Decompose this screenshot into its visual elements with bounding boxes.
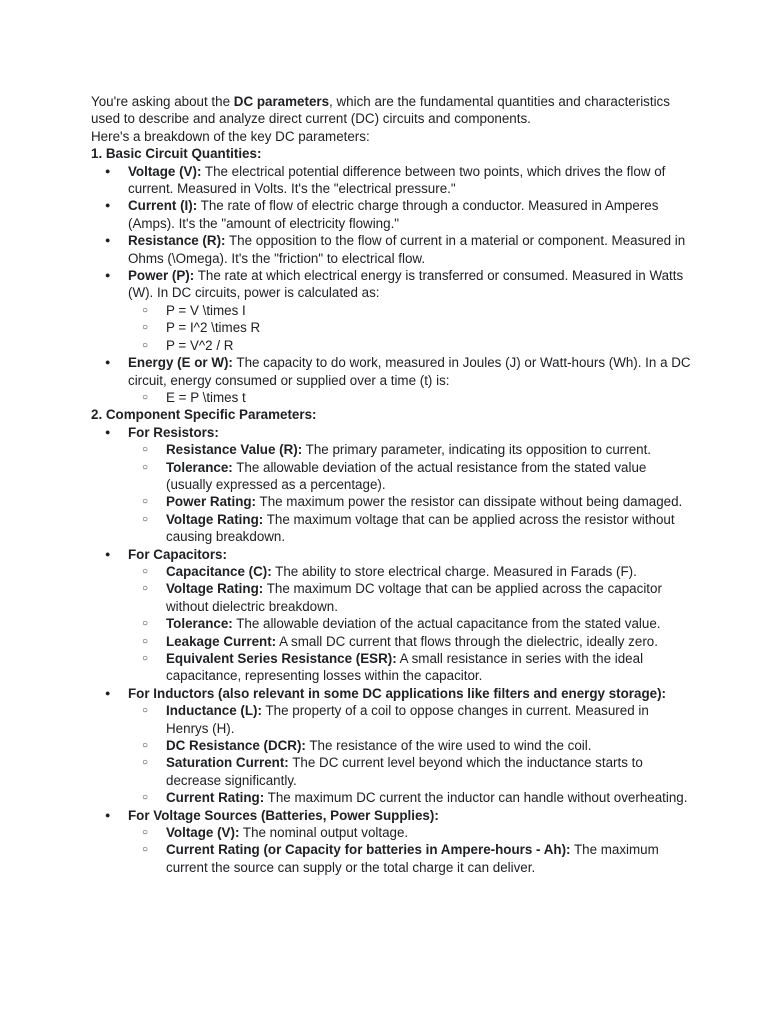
list-item-capacitors: ● For Capacitors: ○ Capacitance (C): The ability to store electrical charge. Measured in Farads (F). ○ Voltage Rating: The maximum DC voltage that can be applied across the capacitor without dielectric breakdown. ○ Tolerance: The allowable deviation of the actual capacitance from the stated value. ○ Leakage Current: A small DC current that flows through the dielectric, ideally zero. ○ Equivalent Series Resistance (ESR): A small resistance in series with the ideal capacitance, representing losses within the capacitor.	[91, 546, 691, 685]
list-item: ○ Voltage Rating: The maximum voltage that can be applied across the resistor without causing breakdown.	[128, 511, 691, 546]
intro-line: Here's a breakdown of the key DC parameters:	[91, 128, 370, 144]
power-formulas	[128, 302, 691, 354]
list-item-voltage: ● Voltage (V): The electrical potential difference between two points, which drives the flow of current. Measured in Volts. It's the "electrical pressure."	[91, 163, 691, 198]
list-item: ○ Current Rating: The maximum DC current the inductor can handle without overheating.	[128, 789, 691, 806]
list-item-energy: ● Energy (E or W): The capacity to do work, measured in Joules (J) or Watt-hours (Wh). In a DC circuit, energy consumed or supplied over a time (t) is: ○ E = P \times t	[91, 354, 691, 406]
energy-formulas	[128, 389, 691, 406]
list-item: ○ Capacitance (C): The ability to store electrical charge. Measured in Farads (F).	[128, 563, 691, 580]
list-item: ○ Voltage (V): The nominal output voltage.	[128, 824, 691, 841]
list-item: ○ Resistance Value (R): The primary parameter, indicating its opposition to current.	[128, 441, 691, 458]
list-item: ○ Saturation Current: The DC current level beyond which the inductance starts to decrease significantly.	[128, 754, 691, 789]
component-parameters-list	[91, 424, 691, 877]
formula-item: ○ P = I^2 \times R	[128, 319, 691, 336]
list-item-voltage-sources: ● For Voltage Sources (Batteries, Power Supplies): ○ Voltage (V): The nominal output voltage. ○ Current Rating (or Capacity for batteries in Ampere-hours - Ah): The maximum current the source can supply or the total charge it can deliver.	[91, 807, 691, 877]
list-item: ○ Tolerance: The allowable deviation of the actual resistance from the stated value (usually expressed as a percentage).	[128, 459, 691, 494]
basic-quantities-list	[91, 163, 691, 407]
list-item: ○ Leakage Current: A small DC current that flows through the dielectric, ideally zero.	[128, 633, 691, 650]
list-item: ○ Voltage Rating: The maximum DC voltage that can be applied across the capacitor without dielectric breakdown.	[128, 580, 691, 615]
section-heading-component-parameters: 2. Component Specific Parameters:	[91, 407, 317, 423]
capacitor-parameters	[128, 563, 691, 685]
section-heading-basic-quantities: 1. Basic Circuit Quantities:	[91, 146, 262, 162]
formula-item: ○ P = V^2 / R	[128, 337, 691, 354]
list-item-current: ● Current (I): The rate of flow of electric charge through a conductor. Measured in Amperes (Amps). It's the "amount of electricity flowing."	[91, 197, 691, 232]
list-item: ○ DC Resistance (DCR): The resistance of the wire used to wind the coil.	[128, 737, 691, 754]
voltage-source-parameters	[128, 824, 691, 876]
list-item-inductors: ● For Inductors (also relevant in some DC applications like filters and energy storage): ○ Inductance (L): The property of a coil to oppose changes in current. Measured in Henrys (H). ○ DC Resistance (DCR): The resistance of the wire used to wind the coil. ○ Saturation Current: The DC current level beyond which the inductance starts to decrease significantly. ○ Current Rating: The maximum DC current the inductor can handle without overheating.	[91, 685, 691, 807]
list-item-power: ● Power (P): The rate at which electrical energy is transferred or consumed. Measured in Watts (W). In DC circuits, power is calculated as: ○ P = V \times I ○ P = I^2 \times R ○ P = V^2 / R	[91, 267, 691, 354]
resistor-parameters	[128, 441, 691, 545]
intro-paragraph: You're asking about the DC parameters, which are the fundamental quantities and characteristics used to describe and analyze direct current (DC) circuits and components.	[91, 94, 670, 127]
list-item: ○ Inductance (L): The property of a coil to oppose changes in current. Measured in Henrys (H).	[128, 702, 691, 737]
formula-item: ○ P = V \times I	[128, 302, 691, 319]
list-item: ○ Power Rating: The maximum power the resistor can dissipate without being damaged.	[128, 493, 691, 510]
list-item: ○ Equivalent Series Resistance (ESR): A small resistance in series with the ideal capacitance, representing losses within the capacitor.	[128, 650, 691, 685]
list-item-resistors: ● For Resistors: ○ Resistance Value (R): The primary parameter, indicating its opposition to current. ○ Tolerance: The allowable deviation of the actual resistance from the stated value (usually expressed as a percentage). ○ Power Rating: The maximum power the resistor can dissipate without being damaged. ○ Voltage Rating: The maximum voltage that can be applied across the resistor without causing breakdown.	[91, 424, 691, 546]
document-body	[91, 93, 691, 876]
formula-item: ○ E = P \times t	[128, 389, 691, 406]
list-item-resistance: ● Resistance (R): The opposition to the flow of current in a material or component. Measured in Ohms (\Omega). It's the "friction" to electrical flow.	[91, 232, 691, 267]
list-item: ○ Current Rating (or Capacity for batteries in Ampere-hours - Ah): The maximum current the source can supply or the total charge it can deliver.	[128, 841, 691, 876]
inductor-parameters	[128, 702, 691, 806]
list-item: ○ Tolerance: The allowable deviation of the actual capacitance from the stated value.	[128, 615, 691, 632]
